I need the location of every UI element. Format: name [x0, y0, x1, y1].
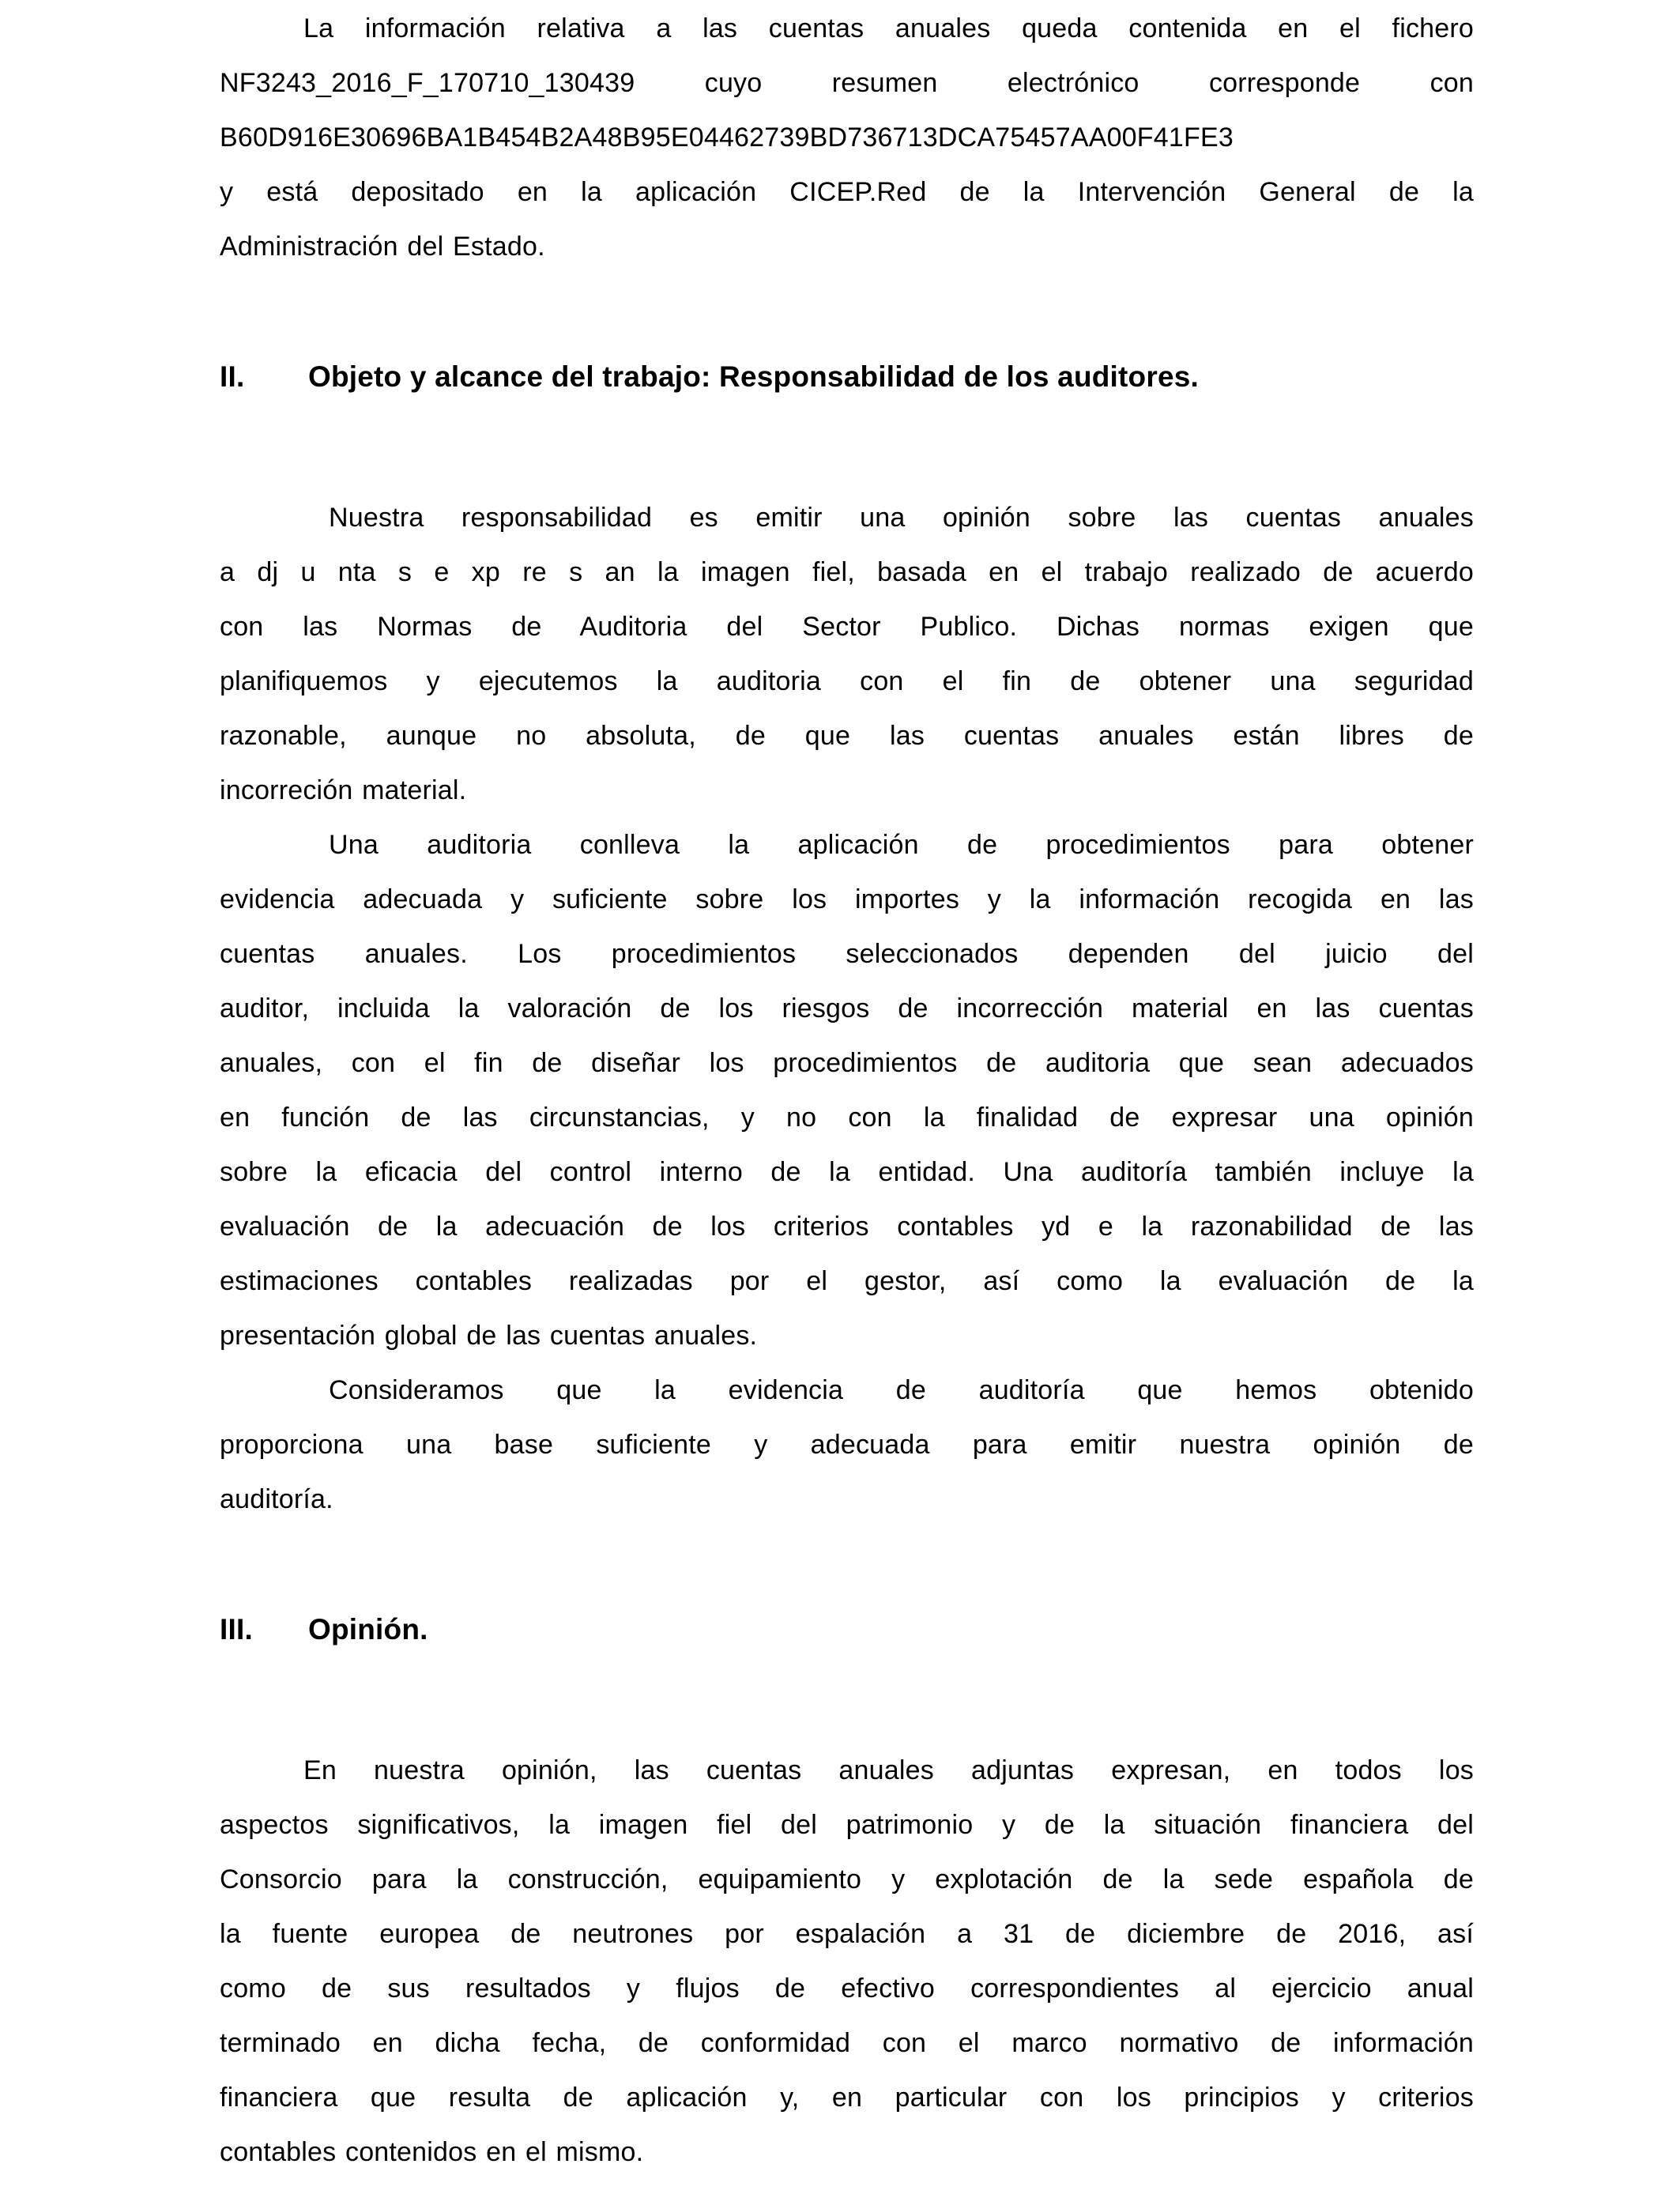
text-line: auditor, incluida la valoración de los riesgos de incorrección material en las cuentas [220, 993, 1474, 1023]
text-line: Consideramos que la evidencia de auditoría que hemos obtenido [329, 1375, 1474, 1405]
paragraph-intro-fichero [220, 2, 1474, 274]
text-line: Consorcio para la construcción, equipamiento y explotación de la sede española de [220, 1864, 1474, 1894]
text-line: financiera que resulta de aplicación y, en particular con los principios y criterios [220, 2083, 1474, 2113]
section-heading-opinion [220, 1602, 1474, 1657]
paragraph-procedimientos-auditoria [220, 818, 1474, 1363]
text-line: aspectos significativos, la imagen fiel del patrimonio y de la situación financiera del [220, 1810, 1474, 1840]
text-line: terminado en dicha fecha, de conformidad con el marco normativo de información [220, 2028, 1474, 2058]
heading-title: Objeto y alcance del trabajo: Responsabilidad de los auditores. [308, 360, 1199, 393]
paragraph-opinion [220, 1744, 1474, 2180]
text-line: evidencia adecuada y suficiente sobre los importes y la información recogida en las [220, 884, 1474, 914]
text-line: Administración del Estado. [220, 232, 545, 262]
text-line: auditoría. [220, 1484, 333, 1514]
text-line: proporciona una base suficiente y adecuada para emitir nuestra opinión de [220, 1430, 1474, 1460]
text-line: razonable, aunque no absoluta, de que las cuentas anuales están libres de [220, 721, 1474, 751]
text-line: planifiquemos y ejecutemos la auditoria con el fin de obtener una seguridad [220, 666, 1474, 696]
text-line: presentación global de las cuentas anuales. [220, 1321, 758, 1351]
text-line: B60D916E30696BA1B454B2A48B95E04462739BD736713DCA75457AA00F41FE3 [220, 123, 1234, 153]
text-line: en función de las circunstancias, y no con la finalidad de expresar una opinión [220, 1103, 1474, 1133]
heading-number: III. [220, 1613, 253, 1646]
text-line: Una auditoria conlleva la aplicación de procedimientos para obtener [329, 830, 1474, 860]
paragraph-evidencia-suficiente [220, 1363, 1474, 1527]
text-line: sobre la eficacia del control interno de la entidad. Una auditoría también incluye la [220, 1157, 1474, 1187]
text-line: cuentas anuales. Los procedimientos seleccionados dependen del juicio del [220, 939, 1474, 969]
text-line: la fuente europea de neutrones por espalación a 31 de diciembre de 2016, así [220, 1919, 1474, 1949]
paragraph-responsabilidad-auditores [220, 491, 1474, 818]
text-line: contables contenidos en el mismo. [220, 2137, 644, 2167]
text-line: La información relativa a las cuentas anuales queda contenida en el fichero [303, 13, 1474, 43]
text-line: y está depositado en la aplicación CICEP.Red de la Intervención General de la [220, 177, 1474, 207]
text-line: como de sus resultados y flujos de efectivo correspondientes al ejercicio anual [220, 1973, 1474, 2004]
text-line: NF3243_2016_F_170710_130439 cuyo resumen electrónico corresponde con [220, 68, 1474, 98]
heading-title: Opinión. [308, 1613, 428, 1646]
text-line: evaluación de la adecuación de los criterios contables yd e la razonabilidad de las [220, 1212, 1474, 1242]
text-line: a dj u nta s e xp re s an la imagen fiel, basada en el trabajo realizado de acuerdo [220, 557, 1474, 587]
text-line: Nuestra responsabilidad es emitir una opinión sobre las cuentas anuales [329, 503, 1474, 533]
text-line: incorreción material. [220, 775, 467, 805]
heading-number: II. [220, 360, 245, 393]
text-line: En nuestra opinión, las cuentas anuales adjuntas expresan, en todos los [303, 1755, 1474, 1785]
text-line: estimaciones contables realizadas por el gestor, así como la evaluación de la [220, 1266, 1474, 1296]
text-line: anuales, con el fin de diseñar los procedimientos de auditoria que sean adecuados [220, 1048, 1474, 1078]
text-line: con las Normas de Auditoria del Sector Publico. Dichas normas exigen que [220, 612, 1474, 642]
section-heading-objeto-alcance [220, 349, 1474, 404]
